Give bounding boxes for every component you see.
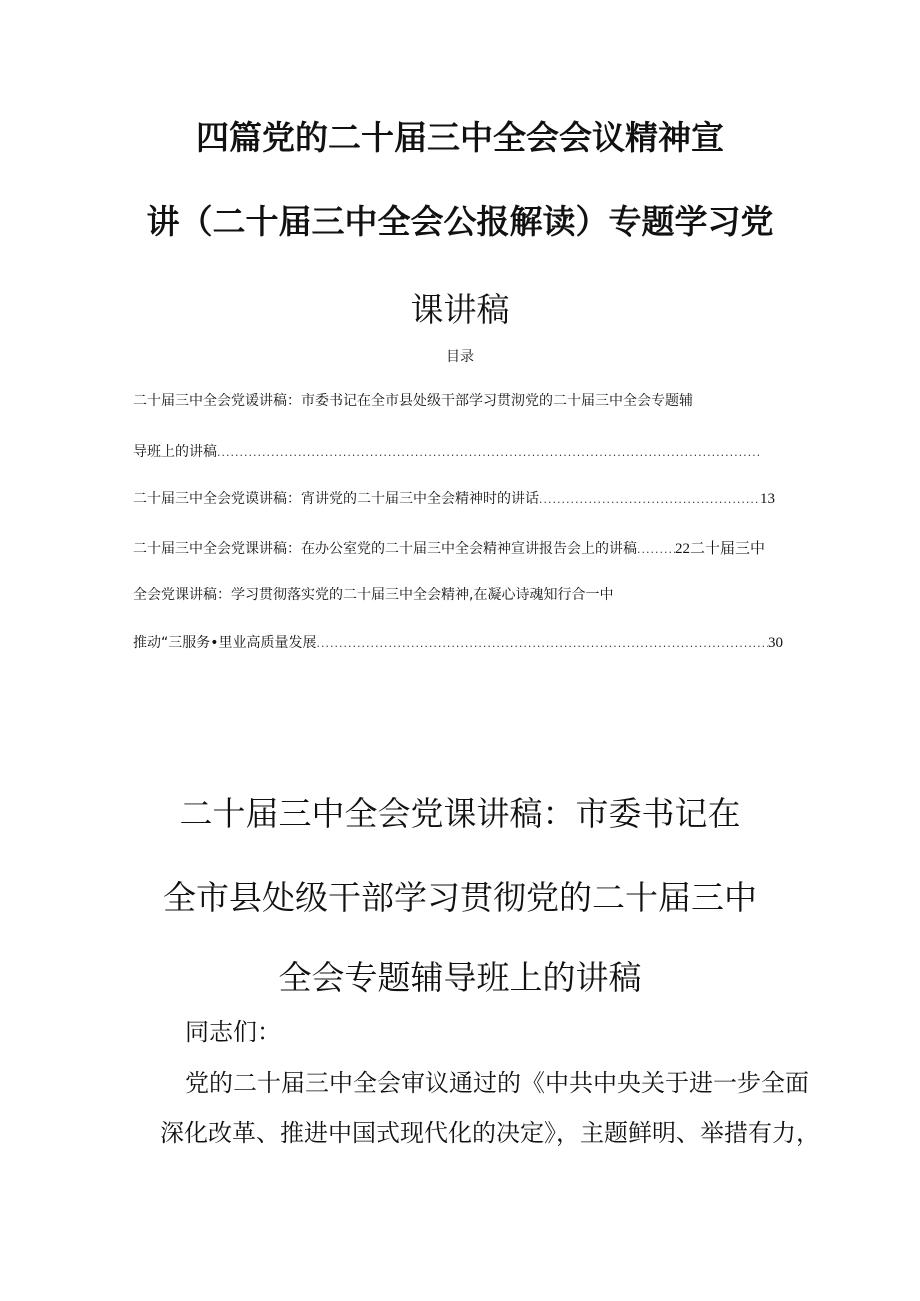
toc-entry-text: 二十届三中全会党谟讲稿：宵讲党的二十届三中全会精神时的讲话 <box>133 491 539 507</box>
toc-entry[interactable] <box>133 390 793 410</box>
toc-entry[interactable] <box>133 441 759 461</box>
toc-entry-text: 全会党课讲稿：学习贯彻落实党的二十届三中全会精神,在凝心诗魂知行合一中 <box>133 587 614 603</box>
toc-entry[interactable] <box>133 488 775 508</box>
toc-entry[interactable] <box>133 632 783 652</box>
toc-entry[interactable] <box>133 584 793 604</box>
toc-page-number: 13 <box>760 491 775 507</box>
document-title-line-1: 四篇党的二十届三中全会会议精神宣 <box>196 118 724 157</box>
toc-entry-text: 推动“三服务•里业高质量发展 <box>133 635 317 651</box>
section-title-line-2: 全市县处级干部学习贯彻党的二十届三中 <box>163 878 757 917</box>
salutation: 同志们： <box>185 1018 281 1046</box>
toc-page-number: 22二十届三中 <box>675 541 766 557</box>
paragraph-line: 深化改革、推进中国式现代化的决定》，主题鲜明、举措有力， <box>160 1119 820 1147</box>
section-title-line-3: 全会专题辅导班上的讲稿 <box>278 958 642 997</box>
toc-leader-dots <box>217 446 759 459</box>
toc-leader-dots <box>317 637 768 650</box>
toc-entry-text: 导班上的讲稿 <box>133 444 217 460</box>
document-title-line-2: 讲（二十届三中全会公报解读）专题学习党 <box>146 202 774 241</box>
toc-entry-text: 二十届三中全会党课讲稿：在办公室党的二十届三中全会精神宣讲报告会上的讲稿 <box>133 541 637 557</box>
toc-page-number: 30 <box>768 635 783 651</box>
document-title-line-3: 课讲稿 <box>410 290 510 329</box>
toc-entry[interactable] <box>133 537 793 558</box>
toc-entry-text: 二十届三中全会党谖讲稿：市委书记在全市县处级干部学习贯沏党的二十届三中全会专题辅 <box>133 393 693 409</box>
toc-heading: 目录 <box>446 349 474 365</box>
toc-leader-dots <box>539 493 760 506</box>
toc-leader-dots <box>637 543 675 556</box>
paragraph-line: 党的二十届三中全会审议通过的《中共中央关于进一步全面 <box>185 1069 809 1097</box>
section-title-line-1: 二十届三中全会党课讲稿：市委书记在 <box>179 794 741 833</box>
